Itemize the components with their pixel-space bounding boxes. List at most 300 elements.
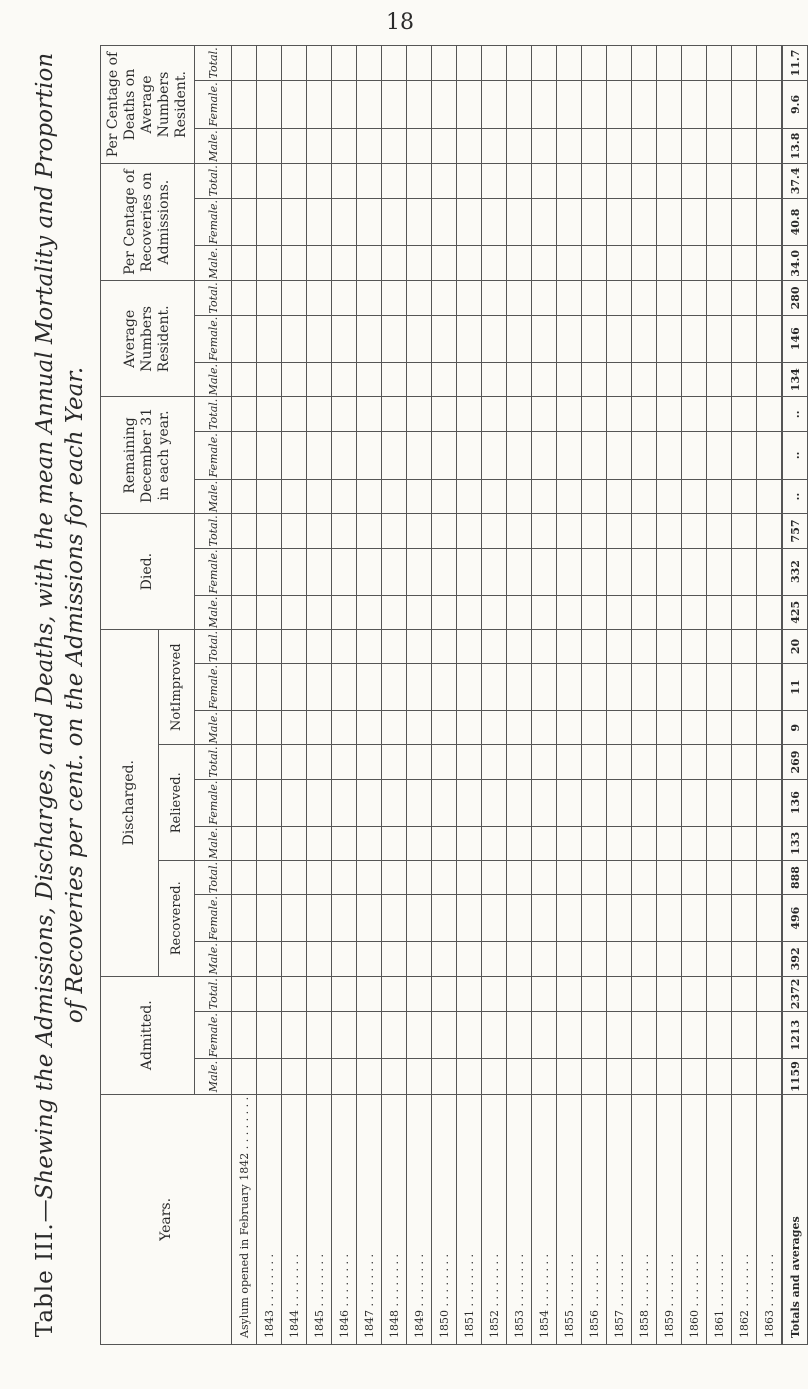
data-cell: [382, 710, 407, 744]
data-cell: [332, 629, 357, 663]
data-cell: [582, 548, 607, 595]
data-cell: [757, 479, 783, 514]
data-cell: [357, 45, 382, 80]
data-cell: [382, 629, 407, 663]
data-cell: [557, 128, 582, 163]
data-cell: [307, 744, 332, 778]
total-not-improved-female: 11: [782, 663, 808, 710]
data-cell: [282, 1058, 307, 1094]
male-col-header: Male.: [195, 128, 232, 163]
total-admitted-female: 1213: [782, 1011, 808, 1058]
data-cell: [232, 663, 257, 710]
data-cell: [432, 860, 457, 894]
data-cell: [707, 479, 732, 514]
data-cell: [557, 431, 582, 479]
table-row: [532, 45, 557, 1344]
total-col-header: Total.: [195, 163, 232, 198]
data-cell: [732, 629, 757, 663]
data-cell: [707, 860, 732, 894]
data-cell: [582, 779, 607, 826]
data-cell: [257, 479, 282, 514]
male-col-header: Male.: [195, 595, 232, 629]
data-cell: [507, 128, 532, 163]
data-cell: [407, 315, 432, 362]
data-cell: [657, 198, 682, 246]
totals-row: [782, 45, 808, 1344]
leader-dots: . . . . . . . .: [312, 1253, 326, 1306]
data-cell: [357, 397, 382, 432]
data-cell: [332, 315, 357, 362]
data-cell: [607, 779, 632, 826]
leader-dots: . . . . . . . .: [237, 1096, 251, 1149]
data-cell: [332, 826, 357, 860]
leader-dots: . . . . . . . .: [362, 1253, 376, 1306]
data-cell: [532, 779, 557, 826]
data-cell: [757, 1058, 783, 1094]
data-cell: [357, 198, 382, 246]
data-cell: [732, 826, 757, 860]
total-recovered-female: 496: [782, 894, 808, 941]
data-cell: [532, 431, 557, 479]
data-cell: [532, 860, 557, 894]
data-cell: [732, 362, 757, 397]
data-cell: [607, 198, 632, 246]
leader-dots: . . . . . . . .: [637, 1253, 651, 1306]
data-cell: [232, 1058, 257, 1094]
data-cell: [282, 826, 307, 860]
data-cell: [707, 744, 732, 778]
data-cell: [482, 513, 507, 547]
data-cell: [382, 1058, 407, 1094]
data-cell: [707, 198, 732, 246]
data-cell: [607, 80, 632, 128]
data-cell: [657, 1011, 682, 1058]
data-cell: [332, 976, 357, 1012]
data-cell: [232, 431, 257, 479]
data-cell: [482, 826, 507, 860]
data-cell: [332, 163, 357, 198]
data-cell: [232, 45, 257, 80]
leader-dots: . . . . . . . .: [412, 1253, 426, 1306]
data-cell: [232, 315, 257, 362]
total-remaining-total: ..: [782, 397, 808, 432]
data-cell: [382, 779, 407, 826]
total-relieved-male: 133: [782, 826, 808, 860]
data-cell: [532, 941, 557, 975]
table-row: [707, 45, 732, 1344]
data-cell: [507, 710, 532, 744]
data-cell: [682, 128, 707, 163]
data-cell: [307, 45, 332, 80]
data-cell: [682, 1058, 707, 1094]
data-cell: [557, 595, 582, 629]
data-cell: [407, 1011, 432, 1058]
data-cell: [682, 45, 707, 80]
data-cell: [657, 45, 682, 80]
data-cell: [382, 826, 407, 860]
data-cell: [457, 826, 482, 860]
leader-dots: . . . . . . . .: [437, 1253, 451, 1306]
data-cell: [582, 80, 607, 128]
data-cell: [307, 595, 332, 629]
data-cell: [707, 431, 732, 479]
year-value: 1845: [312, 1309, 326, 1338]
discharged-header: Discharged.: [101, 629, 159, 976]
data-cell: [682, 280, 707, 314]
data-cell: [582, 280, 607, 314]
total-col-header: Total.: [195, 45, 232, 80]
data-cell: [757, 744, 783, 778]
page-number: 18: [386, 10, 414, 35]
data-cell: [732, 595, 757, 629]
data-cell: [432, 431, 457, 479]
data-cell: [432, 163, 457, 198]
data-cell: [407, 860, 432, 894]
leader-dots: . . . . . . . .: [562, 1253, 576, 1306]
data-cell: [507, 1058, 532, 1094]
total-deaths-pc-female: 9.6: [782, 80, 808, 128]
year-value: 1860: [687, 1309, 701, 1338]
year-value: 1849: [412, 1309, 426, 1338]
data-cell: [757, 513, 783, 547]
data-cell: [382, 976, 407, 1012]
data-cell: [332, 1058, 357, 1094]
data-cell: [682, 663, 707, 710]
data-cell: [457, 976, 482, 1012]
data-cell: [382, 163, 407, 198]
data-cell: [582, 513, 607, 547]
data-cell: [607, 629, 632, 663]
data-cell: [357, 976, 382, 1012]
table-row: [607, 45, 632, 1344]
leader-dots: . . . . . . . .: [587, 1253, 601, 1306]
data-cell: [332, 595, 357, 629]
data-cell: [282, 362, 307, 397]
data-cell: [282, 479, 307, 514]
total-relieved-female: 136: [782, 779, 808, 826]
data-cell: [232, 245, 257, 280]
data-cell: [707, 163, 732, 198]
total-deaths-pc-male: 13.8: [782, 128, 808, 163]
year-cell: [732, 1094, 757, 1344]
data-cell: [332, 128, 357, 163]
data-cell: [707, 595, 732, 629]
data-cell: [457, 80, 482, 128]
data-cell: [507, 548, 532, 595]
data-cell: [407, 45, 432, 80]
year-value: 1851: [462, 1309, 476, 1338]
year-value: 1850: [437, 1309, 451, 1338]
data-cell: [357, 860, 382, 894]
data-cell: [382, 280, 407, 314]
data-cell: [357, 1058, 382, 1094]
data-cell: [732, 941, 757, 975]
data-cell: [532, 894, 557, 941]
data-cell: [482, 198, 507, 246]
data-cell: [732, 548, 757, 595]
data-cell: [707, 513, 732, 547]
total-remaining-male: ..: [782, 479, 808, 514]
data-cell: [457, 663, 482, 710]
data-cell: [382, 362, 407, 397]
table-row: [257, 45, 282, 1344]
data-cell: [232, 744, 257, 778]
data-cell: [382, 548, 407, 595]
data-cell: [482, 976, 507, 1012]
year-cell: [557, 1094, 582, 1344]
data-cell: [557, 163, 582, 198]
data-cell: [607, 860, 632, 894]
data-cell: [332, 479, 357, 514]
data-cell: [307, 431, 332, 479]
male-col-header: Male.: [195, 710, 232, 744]
data-cell: [232, 629, 257, 663]
year-value: 1848: [387, 1309, 401, 1338]
data-cell: [407, 595, 432, 629]
data-cell: [707, 397, 732, 432]
data-cell: [382, 431, 407, 479]
data-cell: [332, 744, 357, 778]
totals-label: Totals and averages: [782, 1094, 808, 1344]
data-cell: [582, 479, 607, 514]
data-cell: [382, 860, 407, 894]
data-cell: [632, 1011, 657, 1058]
data-cell: [507, 976, 532, 1012]
data-cell: [757, 663, 783, 710]
data-cell: [507, 779, 532, 826]
data-cell: [282, 860, 307, 894]
data-cell: [632, 941, 657, 975]
data-cell: [382, 894, 407, 941]
data-cell: [557, 941, 582, 975]
leader-dots: . . . . . . . .: [337, 1253, 351, 1306]
data-cell: [632, 744, 657, 778]
data-cell: [507, 1011, 532, 1058]
table-row: [457, 45, 482, 1344]
data-cell: [332, 280, 357, 314]
data-cell: [282, 710, 307, 744]
data-cell: [482, 163, 507, 198]
data-cell: [257, 513, 282, 547]
data-cell: [707, 128, 732, 163]
data-cell: [332, 941, 357, 975]
data-cell: [357, 710, 382, 744]
year-cell: [582, 1094, 607, 1344]
data-cell: [257, 163, 282, 198]
data-cell: [682, 80, 707, 128]
data-cell: [282, 894, 307, 941]
table-row: [382, 45, 407, 1344]
data-cell: [607, 826, 632, 860]
year-value: 1843: [262, 1309, 276, 1338]
data-cell: [732, 479, 757, 514]
data-cell: [532, 629, 557, 663]
data-cell: [457, 315, 482, 362]
total-col-header: Total.: [195, 397, 232, 432]
data-cell: [532, 315, 557, 362]
year-cell: [757, 1094, 783, 1344]
data-cell: [507, 595, 532, 629]
data-cell: [482, 595, 507, 629]
data-cell: [682, 362, 707, 397]
data-cell: [232, 941, 257, 975]
data-cell: [257, 397, 282, 432]
data-cell: [657, 860, 682, 894]
data-cell: [407, 198, 432, 246]
data-cell: [432, 744, 457, 778]
data-cell: [732, 80, 757, 128]
year-cell: [682, 1094, 707, 1344]
data-cell: [482, 128, 507, 163]
data-cell: [557, 548, 582, 595]
data-cell: [557, 663, 582, 710]
data-cell: [432, 629, 457, 663]
data-cell: [657, 479, 682, 514]
data-cell: [657, 513, 682, 547]
data-cell: [482, 315, 507, 362]
data-cell: [307, 894, 332, 941]
table-row: [232, 45, 257, 1344]
data-cell: [632, 710, 657, 744]
data-cell: [432, 315, 457, 362]
data-cell: [307, 513, 332, 547]
data-cell: [582, 595, 607, 629]
data-cell: [257, 894, 282, 941]
table-row: [507, 45, 532, 1344]
data-cell: [732, 1058, 757, 1094]
data-cell: [257, 80, 282, 128]
data-cell: [732, 397, 757, 432]
data-cell: [732, 315, 757, 362]
data-cell: [532, 548, 557, 595]
data-cell: [607, 941, 632, 975]
data-cell: [707, 976, 732, 1012]
data-cell: [307, 479, 332, 514]
data-cell: [457, 45, 482, 80]
data-cell: [657, 894, 682, 941]
data-cell: [232, 479, 257, 514]
data-cell: [607, 431, 632, 479]
data-cell: [357, 280, 382, 314]
data-cell: [632, 826, 657, 860]
average-header: Average Numbers Resident.: [101, 280, 195, 396]
year-value: 1854: [537, 1309, 551, 1338]
data-cell: [407, 479, 432, 514]
data-cell: [532, 663, 557, 710]
data-cell: [407, 744, 432, 778]
data-cell: [307, 128, 332, 163]
data-cell: [282, 163, 307, 198]
data-cell: [757, 548, 783, 595]
data-cell: [357, 744, 382, 778]
data-cell: [632, 431, 657, 479]
data-cell: [432, 779, 457, 826]
data-cell: [682, 941, 707, 975]
data-cell: [682, 548, 707, 595]
data-cell: [732, 245, 757, 280]
data-cell: [507, 362, 532, 397]
data-cell: [632, 163, 657, 198]
data-cell: [457, 629, 482, 663]
data-cell: [332, 779, 357, 826]
data-cell: [257, 45, 282, 80]
data-cell: [707, 629, 732, 663]
data-cell: [432, 663, 457, 710]
data-cell: [357, 663, 382, 710]
data-cell: [632, 595, 657, 629]
data-cell: [332, 1011, 357, 1058]
data-cell: [407, 548, 432, 595]
data-cell: [307, 548, 332, 595]
data-cell: [432, 45, 457, 80]
data-cell: [332, 362, 357, 397]
year-cell: [307, 1094, 332, 1344]
data-cell: [382, 479, 407, 514]
data-cell: [757, 45, 783, 80]
year-cell: [707, 1094, 732, 1344]
data-cell: [532, 1058, 557, 1094]
data-cell: [732, 1011, 757, 1058]
total-admitted-total: 2372: [782, 976, 808, 1012]
male-col-header: Male.: [195, 362, 232, 397]
data-cell: [607, 45, 632, 80]
data-cell: [457, 548, 482, 595]
data-cell: [757, 976, 783, 1012]
data-cell: [307, 779, 332, 826]
leader-dots: . . . . . . . .: [487, 1253, 501, 1306]
data-cell: [657, 280, 682, 314]
data-cell: [607, 663, 632, 710]
year-cell: [482, 1094, 507, 1344]
data-cell: [332, 397, 357, 432]
data-cell: [432, 362, 457, 397]
leader-dots: . . . . . . . .: [737, 1253, 751, 1306]
data-cell: [682, 710, 707, 744]
data-cell: [407, 431, 432, 479]
data-cell: [507, 280, 532, 314]
year-cell: [457, 1094, 482, 1344]
data-cell: [357, 548, 382, 595]
data-cell: [657, 80, 682, 128]
data-cell: [607, 976, 632, 1012]
year-value: 1844: [287, 1309, 301, 1338]
female-col-header: Female.: [195, 80, 232, 128]
data-cell: [232, 128, 257, 163]
data-cell: [407, 710, 432, 744]
data-cell: [632, 1058, 657, 1094]
data-cell: [607, 513, 632, 547]
data-cell: [257, 860, 282, 894]
table-row: [307, 45, 332, 1344]
data-cell: [382, 80, 407, 128]
data-cell: [257, 710, 282, 744]
data-cell: [432, 1058, 457, 1094]
total-recoveries-pc-total: 37.4: [782, 163, 808, 198]
data-cell: [407, 163, 432, 198]
data-cell: [582, 826, 607, 860]
data-cell: [657, 315, 682, 362]
year-cell: [632, 1094, 657, 1344]
data-cell: [482, 941, 507, 975]
data-cell: [757, 826, 783, 860]
table-row: [682, 45, 707, 1344]
data-cell: [332, 860, 357, 894]
data-cell: [232, 80, 257, 128]
total-recovered-male: 392: [782, 941, 808, 975]
data-cell: [582, 744, 607, 778]
data-cell: [407, 663, 432, 710]
leader-dots: . . . . . . . .: [712, 1253, 726, 1306]
